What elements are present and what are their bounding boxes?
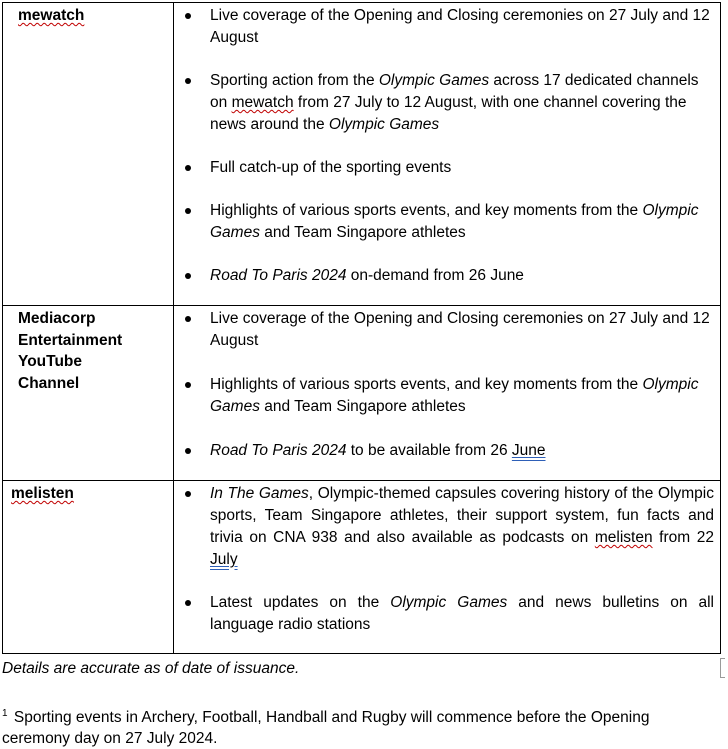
bullet-list bbox=[174, 3, 720, 287]
bullet-item: Full catch-up of the sporting events bbox=[174, 157, 720, 179]
details-cell bbox=[174, 3, 721, 306]
bullet-item: In The Games, Olympic-themed capsules covering history of the Olympic sports, Team Singapore athletes, their support system, fun facts and trivia on CNA 938 and also available as podcasts on melisten from 22 July bbox=[174, 483, 720, 571]
platform-cell bbox=[3, 481, 174, 654]
platform-name: melisten bbox=[11, 485, 74, 502]
bullet-list bbox=[174, 481, 720, 636]
bullet-item: Road To Paris 2024 to be available from 26 June bbox=[174, 440, 720, 462]
table-row bbox=[3, 481, 721, 654]
platform-cell bbox=[3, 3, 174, 306]
bullet-item: Highlights of various sports events, and key moments from the Olympic Games and Team Singapore athletes bbox=[174, 374, 720, 418]
coverage-table bbox=[2, 2, 721, 654]
details-cell bbox=[174, 306, 721, 481]
footnote-marker: 1 bbox=[2, 708, 8, 719]
details-cell bbox=[174, 481, 721, 654]
table-row bbox=[3, 306, 721, 481]
table-row bbox=[3, 3, 721, 306]
platform-cell bbox=[3, 306, 174, 481]
accuracy-note: Details are accurate as of date of issuance. bbox=[2, 660, 300, 677]
bullet-item: Road To Paris 2024 on-demand from 26 June bbox=[174, 265, 720, 287]
footnote-text: Sporting events in Archery, Football, Handball and Rugby will commence before the Opening ceremony day on 27 July 2024. bbox=[2, 709, 650, 747]
bullet-item: Live coverage of the Opening and Closing ceremonies on 27 July and 12 August bbox=[174, 308, 720, 352]
bullet-list bbox=[174, 306, 720, 462]
footnote bbox=[2, 703, 702, 749]
platform-name: Mediacorp Entertainment YouTube Channel bbox=[18, 310, 123, 392]
bullet-item: Latest updates on the Olympic Games and news bulletins on all language radio stations bbox=[174, 592, 720, 636]
bullet-item: Highlights of various sports events, and key moments from the Olympic Games and Team Singapore athletes bbox=[174, 200, 720, 244]
bullet-item: Live coverage of the Opening and Closing ceremonies on 27 July and 12 August bbox=[174, 5, 720, 49]
cell-end-marker bbox=[720, 658, 725, 678]
platform-name: mewatch bbox=[18, 7, 85, 24]
bullet-item: Sporting action from the Olympic Games across 17 dedicated channels on mewatch from 27 July to 12 August, with one channel covering the news around the Olympic Games bbox=[174, 70, 720, 136]
